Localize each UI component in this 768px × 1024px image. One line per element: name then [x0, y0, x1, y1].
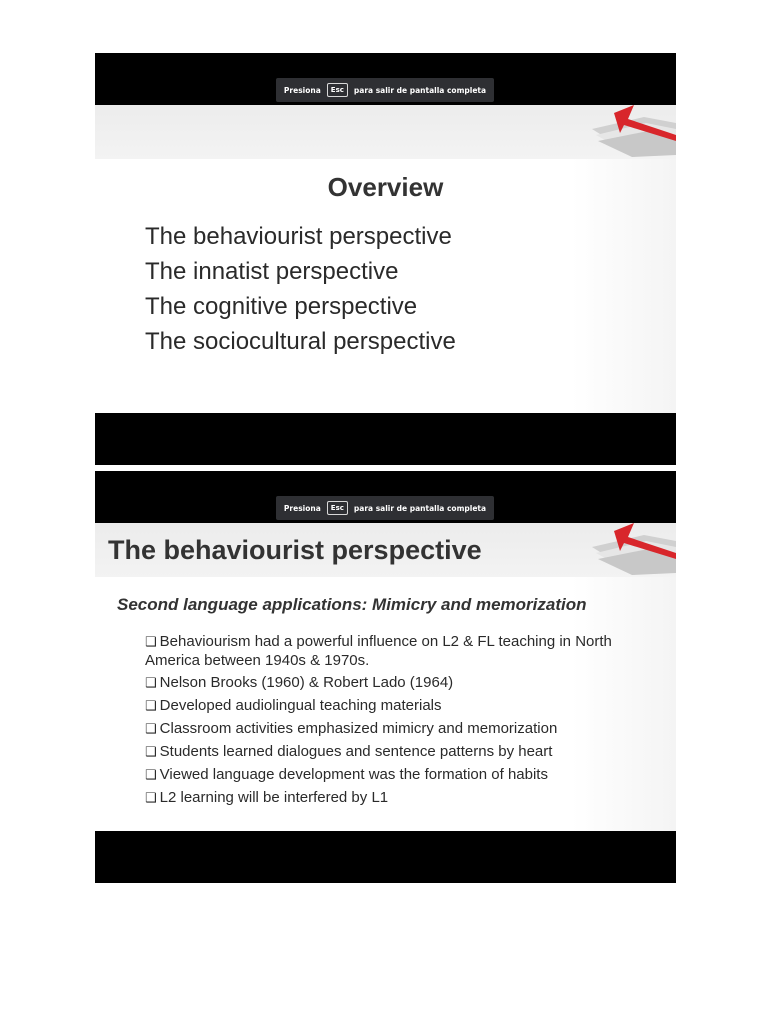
- list-item: [145, 789, 665, 808]
- list-item-text: Viewed language development was the formation of habits: [159, 766, 548, 783]
- list-item: The behaviourist perspective: [145, 223, 452, 250]
- bottom-black-bar: [95, 413, 676, 465]
- slide-header: [95, 523, 676, 577]
- slide-title: The behaviourist perspective: [108, 535, 482, 565]
- checkbox-bullet-icon: ❑: [145, 699, 157, 714]
- checkbox-bullet-icon: ❑: [145, 722, 157, 737]
- red-arrow-papers-icon: [584, 523, 676, 577]
- slide-screenshot-behaviourist: [95, 471, 676, 883]
- checkbox-bullet-icon: ❑: [145, 791, 157, 806]
- list-item-text: Behaviourism had a powerful influence on L2 & FL teaching in North America between 1940s & 1970s.: [145, 633, 612, 669]
- slide-header: [95, 105, 676, 159]
- list-item: [145, 743, 665, 762]
- red-arrow-papers-icon: [584, 105, 676, 159]
- list-item: [145, 766, 665, 785]
- list-item-text: L2 learning will be interfered by L1: [159, 789, 389, 806]
- notice-text-after: para salir de pantalla completa: [353, 503, 487, 513]
- list-item-text: Students learned dialogues and sentence patterns by heart: [159, 743, 553, 760]
- checkbox-bullet-icon: ❑: [145, 745, 157, 760]
- list-item: The innatist perspective: [145, 258, 399, 285]
- slide-behaviourist: [95, 523, 676, 831]
- checkbox-bullet-icon: ❑: [145, 635, 157, 650]
- list-item: The sociocultural perspective: [145, 328, 456, 355]
- bottom-black-bar: [95, 831, 676, 883]
- list-item: [145, 720, 665, 739]
- list-item-text: Classroom activities emphasized mimicry and memorization: [159, 720, 558, 737]
- slide-overview: [95, 105, 676, 413]
- fullscreen-exit-notice: [276, 496, 494, 520]
- notice-text-before: Presiona: [283, 85, 321, 95]
- top-black-bar: [95, 471, 676, 523]
- slide-screenshot-overview: [95, 53, 676, 465]
- list-item-text: Developed audiolingual teaching materials: [159, 697, 442, 714]
- slide-title: Overview: [327, 172, 444, 202]
- esc-key-badge[interactable]: Esc: [327, 501, 348, 515]
- notice-text-before: Presiona: [283, 503, 321, 513]
- list-item: [145, 674, 665, 693]
- list-item: The cognitive perspective: [145, 293, 418, 320]
- list-item-text: Nelson Brooks (1960) & Robert Lado (1964): [159, 674, 454, 691]
- notice-text-after: para salir de pantalla completa: [353, 85, 487, 95]
- slide-subheading: Second language applications: Mimicry and memorization: [117, 595, 587, 614]
- checkbox-bullet-icon: ❑: [145, 768, 157, 783]
- top-black-bar: [95, 53, 676, 105]
- esc-key-badge[interactable]: Esc: [327, 83, 348, 97]
- list-item: [145, 697, 665, 716]
- fullscreen-exit-notice: [276, 78, 494, 102]
- bullet-list: [145, 633, 665, 812]
- checkbox-bullet-icon: ❑: [145, 676, 157, 691]
- list-item: [145, 633, 665, 670]
- overview-list: [145, 219, 456, 359]
